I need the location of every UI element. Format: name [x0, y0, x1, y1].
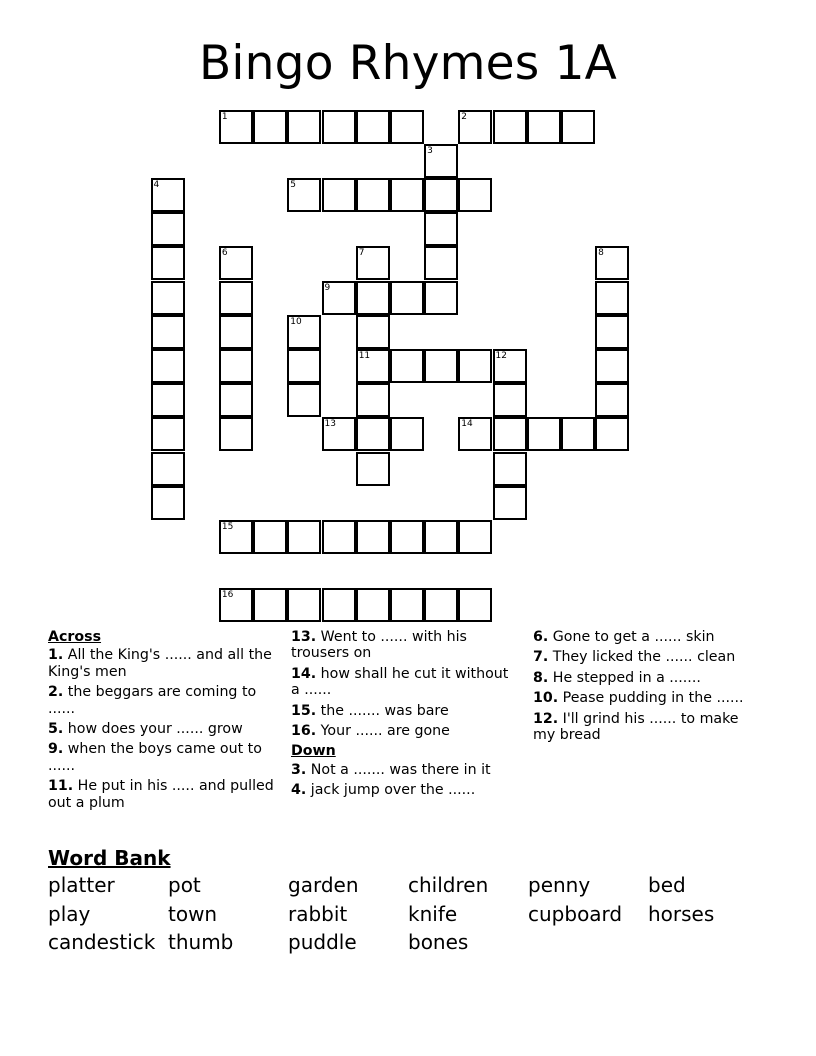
- clues-column-1: [48, 629, 276, 815]
- crossword-cell[interactable]: [493, 383, 527, 417]
- clue-item: [48, 741, 276, 774]
- clue-number: 13: [324, 419, 336, 430]
- crossword-cell[interactable]: [356, 417, 390, 451]
- clue-item-text: He stepped in a .......: [548, 669, 701, 686]
- clue-heading-down: Down: [291, 743, 336, 760]
- crossword-cell[interactable]: [219, 520, 253, 554]
- clue-item-text: Gone to get a ...... skin: [548, 629, 715, 645]
- crossword-cell[interactable]: [219, 417, 253, 451]
- crossword-cell[interactable]: [390, 178, 424, 212]
- clue-item-text: I'll grind his ...... to make my bread: [533, 710, 739, 744]
- word-bank-word: bones: [408, 930, 469, 954]
- clues-column-3: [533, 629, 761, 747]
- crossword-cell[interactable]: [253, 110, 287, 144]
- clue-item-text: Not a ....... was there in it: [306, 761, 491, 778]
- clue-item-text: They licked the ...... clean: [548, 649, 736, 666]
- clue-item-number: 12.: [533, 710, 559, 727]
- clue-item-text: how shall he cut it without a ......: [291, 665, 509, 699]
- clue-number: 3: [427, 145, 433, 156]
- crossword-cell[interactable]: [424, 520, 458, 554]
- crossword-cell[interactable]: [219, 281, 253, 315]
- crossword-cell[interactable]: [390, 281, 424, 315]
- crossword-cell[interactable]: [219, 110, 253, 144]
- crossword-cell[interactable]: [390, 520, 424, 554]
- crossword-cell[interactable]: [219, 588, 253, 622]
- crossword-cell[interactable]: [356, 315, 390, 349]
- crossword-cell[interactable]: [527, 417, 561, 451]
- clue-item-number: 13.: [291, 629, 317, 645]
- crossword-cell[interactable]: [458, 417, 492, 451]
- word-bank-word: puddle: [288, 930, 357, 954]
- page-title: Bingo Rhymes 1A: [198, 36, 618, 91]
- crossword-cell[interactable]: [322, 520, 356, 554]
- crossword-cell[interactable]: [595, 349, 629, 383]
- clue-item: [533, 649, 761, 665]
- clue-item-number: 8.: [533, 669, 549, 686]
- clue-item: [291, 703, 519, 719]
- crossword-cell[interactable]: [287, 520, 321, 554]
- clue-item-number: 16.: [291, 723, 317, 740]
- clue-item: [533, 670, 761, 686]
- clue-item-number: 10.: [533, 690, 559, 707]
- crossword-cell[interactable]: [390, 110, 424, 144]
- clue-item-number: 2.: [48, 684, 64, 701]
- clue-item-text: how does your ...... grow: [63, 721, 243, 738]
- crossword-cell[interactable]: [151, 486, 185, 520]
- crossword-cell[interactable]: [424, 212, 458, 246]
- clue-number: 16: [221, 590, 234, 601]
- clue-number: 9: [324, 282, 331, 293]
- word-bank-word: knife: [408, 901, 458, 926]
- crossword-cell[interactable]: [595, 281, 629, 315]
- crossword-cell[interactable]: [219, 246, 253, 280]
- crossword-cell[interactable]: [151, 452, 185, 486]
- clue-number: 11: [358, 350, 371, 361]
- crossword-cell[interactable]: [458, 588, 492, 622]
- clue-item-number: 1.: [48, 647, 64, 664]
- clue-number: 5: [290, 179, 297, 190]
- crossword-cell[interactable]: [595, 383, 629, 417]
- crossword-cell[interactable]: [219, 349, 253, 383]
- crossword-cell[interactable]: [322, 417, 356, 451]
- crossword-cell[interactable]: [151, 349, 185, 383]
- clue-item: [48, 684, 276, 717]
- clue-item: [291, 666, 519, 699]
- crossword-cell[interactable]: [458, 110, 492, 144]
- crossword-cell[interactable]: [287, 349, 321, 383]
- crossword-cell[interactable]: [458, 520, 492, 554]
- crossword-cell[interactable]: [493, 486, 527, 520]
- clue-item: [291, 723, 519, 739]
- clue-item-number: 5.: [48, 721, 64, 738]
- clue-item: [48, 647, 276, 680]
- crossword-cell[interactable]: [458, 349, 492, 383]
- clue-item: [48, 721, 276, 737]
- crossword-cell[interactable]: [356, 246, 390, 280]
- crossword-cell[interactable]: [424, 281, 458, 315]
- word-bank-word: pot: [168, 873, 201, 897]
- clue-item-text: All the King's ...... and all the King's men: [48, 647, 272, 680]
- clue-item-number: 14.: [291, 665, 317, 682]
- clue-number: 8: [598, 248, 604, 259]
- crossword-cell[interactable]: [493, 110, 527, 144]
- crossword-cell[interactable]: [390, 588, 424, 622]
- crossword-cell[interactable]: [356, 349, 390, 383]
- clue-number: 10: [290, 316, 302, 327]
- word-bank-word: penny: [528, 873, 591, 897]
- crossword-cell[interactable]: [322, 178, 356, 212]
- crossword-cell[interactable]: [287, 315, 321, 349]
- clue-number: 6: [221, 248, 228, 259]
- crossword-cell[interactable]: [458, 178, 492, 212]
- crossword-cell[interactable]: [493, 417, 527, 451]
- clue-item: [533, 690, 761, 706]
- clue-item: [533, 629, 761, 645]
- crossword-cell[interactable]: [253, 588, 287, 622]
- clue-item-text: the beggars are coming to ......: [48, 684, 257, 717]
- crossword-cell[interactable]: [390, 349, 424, 383]
- clue-item: [291, 782, 519, 798]
- crossword-cell[interactable]: [151, 212, 185, 246]
- crossword-cell[interactable]: [424, 349, 458, 383]
- crossword-cell[interactable]: [561, 110, 595, 144]
- crossword-cell[interactable]: [595, 315, 629, 349]
- crossword-cell[interactable]: [356, 452, 390, 486]
- clue-item-text: when the boys came out to ......: [48, 741, 262, 774]
- crossword-cell[interactable]: [287, 383, 321, 417]
- word-bank-word: platter: [48, 873, 115, 897]
- clue-item: [291, 762, 519, 778]
- word-bank-word: children: [408, 873, 489, 897]
- word-bank-word: thumb: [168, 930, 234, 954]
- word-bank-word: garden: [288, 873, 359, 897]
- word-bank-list: [48, 871, 768, 957]
- crossword-cell[interactable]: [356, 383, 390, 417]
- clue-number: 7: [358, 248, 365, 259]
- crossword-cell[interactable]: [219, 315, 253, 349]
- crossword-cell[interactable]: [356, 281, 390, 315]
- crossword-cell[interactable]: [151, 281, 185, 315]
- crossword-cell[interactable]: [151, 315, 185, 349]
- clue-item-number: 7.: [533, 649, 549, 666]
- clue-item-text: Pease pudding in the ......: [558, 690, 744, 707]
- crossword-cell[interactable]: [595, 246, 629, 280]
- word-bank-word: candestick: [48, 930, 156, 954]
- clue-item-text: He put in his ..... and pulled out a plum: [48, 778, 274, 811]
- clue-number: 15: [221, 521, 234, 532]
- crossword-cell[interactable]: [424, 178, 458, 212]
- clue-item-number: 11.: [48, 778, 74, 795]
- crossword-cell[interactable]: [493, 349, 527, 383]
- crossword-cell[interactable]: [322, 588, 356, 622]
- crossword-cell[interactable]: [253, 520, 287, 554]
- clue-item-text: Your ...... are gone: [316, 723, 450, 740]
- crossword-cell[interactable]: [322, 281, 356, 315]
- clue-item: [48, 778, 276, 811]
- crossword-cell[interactable]: [287, 110, 321, 144]
- clue-item: [291, 629, 519, 662]
- crossword-cell[interactable]: [151, 417, 185, 451]
- crossword-cell[interactable]: [356, 588, 390, 622]
- crossword-cell[interactable]: [424, 588, 458, 622]
- clue-number: 4: [153, 179, 160, 190]
- clue-item-number: 6.: [533, 629, 549, 645]
- crossword-cell[interactable]: [287, 588, 321, 622]
- clue-item-text: the ....... was bare: [316, 702, 449, 719]
- crossword-cell[interactable]: [322, 110, 356, 144]
- clue-item: [533, 711, 761, 744]
- word-bank-title: Word Bank: [48, 846, 171, 870]
- clue-item-number: 9.: [48, 741, 64, 758]
- crossword-cell[interactable]: [493, 452, 527, 486]
- crossword-cell[interactable]: [390, 417, 424, 451]
- clues-column-2: [291, 629, 519, 803]
- clue-item-number: 4.: [291, 782, 307, 799]
- clue-item-number: 3.: [291, 761, 307, 778]
- crossword-cell[interactable]: [424, 144, 458, 178]
- word-bank-word: rabbit: [288, 901, 348, 926]
- crossword-cell[interactable]: [527, 110, 561, 144]
- word-bank-word: cupboard: [528, 901, 623, 926]
- crossword-cell[interactable]: [356, 178, 390, 212]
- crossword-cell[interactable]: [356, 110, 390, 144]
- clue-number: 14: [461, 419, 473, 430]
- crossword-cell[interactable]: [595, 417, 629, 451]
- crossword-cell[interactable]: [219, 383, 253, 417]
- crossword-cell[interactable]: [561, 417, 595, 451]
- crossword-cell[interactable]: [287, 178, 321, 212]
- clue-heading-across: Across: [48, 629, 102, 645]
- crossword-cell[interactable]: [424, 246, 458, 280]
- crossword-cell[interactable]: [151, 246, 185, 280]
- crossword-cell[interactable]: [151, 383, 185, 417]
- clue-item-text: jack jump over the ......: [306, 782, 476, 799]
- word-bank-word: play: [48, 901, 91, 926]
- clue-number: 1: [221, 111, 228, 122]
- word-bank-word: bed: [648, 873, 686, 897]
- clue-item-number: 15.: [291, 702, 317, 719]
- clue-number: 2: [461, 111, 468, 122]
- crossword-cell[interactable]: [356, 520, 390, 554]
- clue-item-text: Went to ...... with his trousers on: [291, 629, 467, 662]
- clue-number: 12: [495, 350, 507, 361]
- crossword-cell[interactable]: [151, 178, 185, 212]
- word-bank-word: horses: [648, 901, 715, 926]
- word-bank: [48, 845, 768, 957]
- word-bank-word: town: [168, 901, 218, 926]
